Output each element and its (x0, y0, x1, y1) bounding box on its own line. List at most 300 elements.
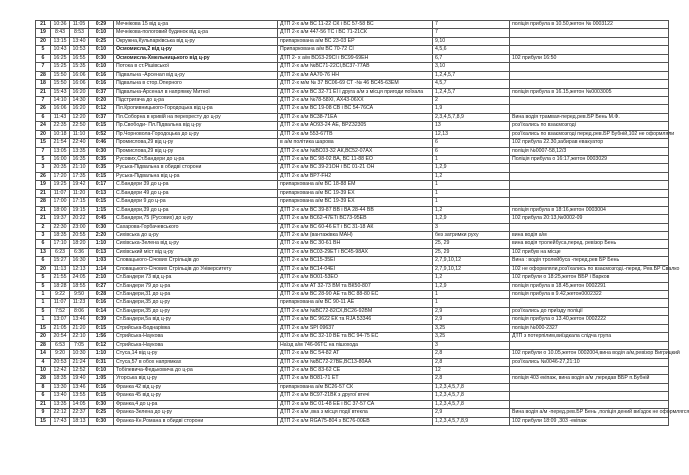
table-row (36, 172, 669, 180)
duration-cell: 1:10 (89, 240, 114, 248)
start-time-cell: 20:53 (51, 358, 70, 366)
notes-cell: поліція прибула в 18.45,жетон 0002291 (510, 282, 669, 290)
start-time-cell: 18:00 (51, 206, 70, 214)
incident-description-cell: ДТП 2-х а/м ВС97-21ВК з другої втечі (278, 392, 433, 400)
notes-cell: роз'їхались до приїзду поліції (510, 307, 669, 315)
table-row (36, 29, 669, 37)
end-time-cell: 17:35 (70, 172, 89, 180)
affected-routes-cell: 3 (433, 341, 510, 349)
location-cell: Стуса,14 від ц-ру (114, 350, 278, 358)
duration-cell: 0:15 (89, 198, 114, 206)
incident-description-cell: ДТП 2-х а/м ВС03-29ЕТ і ВС45-98АХ (278, 248, 433, 256)
notes-cell: 102 прибули о 18:25,жетон ВБР і Варков (510, 274, 669, 282)
incident-description-cell: ДТП 2-х а/м ,вка з місця події втекла (278, 409, 433, 417)
end-time-cell: 6:36 (70, 248, 89, 256)
route-number-cell: 18 (36, 80, 51, 88)
table-row (36, 392, 669, 400)
start-time-cell: 16:25 (51, 54, 70, 62)
route-number-cell: 20 (36, 265, 51, 273)
start-time-cell: 8:43 (51, 29, 70, 37)
location-cell: Ст.Бандери 79 до ц-ра (114, 282, 278, 290)
table-row (36, 206, 669, 214)
start-time-cell: 7:52 (51, 307, 70, 315)
duration-cell: 0:30 (89, 223, 114, 231)
table-row (36, 46, 669, 54)
notes-cell: Поліція прибула о 16:17,жетон 0003029 (510, 156, 669, 164)
affected-routes-cell: 25, 29 (433, 248, 510, 256)
table-row (36, 122, 669, 130)
start-time-cell: 22:35 (51, 122, 70, 130)
duration-cell: 0:30 (89, 417, 114, 425)
affected-routes-cell: 13 (433, 122, 510, 130)
table-row (36, 71, 669, 79)
start-time-cell: 6:53 (51, 341, 70, 349)
start-time-cell: 19:37 (51, 215, 70, 223)
route-number-cell: 6 (36, 113, 51, 121)
affected-routes-cell: 1 (433, 198, 510, 206)
location-cell: С.Бандери 39 до ц-ра (114, 181, 278, 189)
route-number-cell: 7 (36, 63, 51, 71)
affected-routes-cell: 2,9 (433, 409, 510, 417)
start-time-cell: 22:12 (51, 409, 70, 417)
notes-cell: роз'їхались по взаємозгоді (510, 122, 669, 130)
route-number-cell: 15 (36, 139, 51, 147)
end-time-cell: 21:20 (70, 324, 89, 332)
notes-cell: Вина водія трамвая-перед.рев.БР Бень М.Ф. (510, 113, 669, 121)
duration-cell: 0:10 (89, 29, 114, 37)
location-cell: Русових,Ст.Бандери до ц-ра (114, 156, 278, 164)
end-time-cell: 13:46 (70, 383, 89, 391)
end-time-cell: 21:10 (70, 164, 89, 172)
start-time-cell: 11:07 (51, 189, 70, 197)
end-time-cell: 20:22 (70, 215, 89, 223)
table-row (36, 257, 669, 265)
route-number-cell: 28 (36, 198, 51, 206)
location-cell: Руська-Підвальна в обидві сторони (114, 164, 278, 172)
start-time-cell: 10:43 (51, 46, 70, 54)
start-time-cell: 11:43 (51, 113, 70, 121)
end-time-cell: 16:20 (70, 105, 89, 113)
end-time-cell: 20:55 (70, 231, 89, 239)
start-time-cell: 18:35 (51, 375, 70, 383)
incident-description-cell: ДТП 2-х а/м ВО01-53ЕО (278, 274, 433, 282)
table-row (36, 96, 669, 104)
incident-description-cell: ДТП 2- х а/м ВС63-29СІ і ВС99-69ЕН (278, 54, 433, 62)
notes-cell (510, 383, 669, 391)
end-time-cell: 16:20 (70, 88, 89, 96)
table-row (36, 164, 669, 172)
start-time-cell: 17:00 (51, 198, 70, 206)
route-number-cell: 5 (36, 46, 51, 54)
affected-routes-cell: 25, 29 (433, 240, 510, 248)
duration-cell: 0:35 (89, 156, 114, 164)
incident-description-cell: ДТП 2-х а/м RGA75-804 з ВС76-00ЕВ (278, 417, 433, 425)
incident-description-cell: ДТП 2-х а/м 447-56 ТС і ВС 71-21СК (278, 29, 433, 37)
affected-routes-cell: 1 (433, 156, 510, 164)
duration-cell: 0:16 (89, 299, 114, 307)
notes-cell: 102 прибули 16:50 (510, 54, 669, 62)
location-cell: Промислова,29 від ц-ру (114, 147, 278, 155)
location-cell: Сахарова-Горбачевського (114, 223, 278, 231)
incident-description-cell: ДТП 2-х а/м ВС 32-10 ВЕ та ВС 94-75 ЕС (278, 333, 433, 341)
notes-cell: 102 прибули о 10.05,жетон 0002004,вина водія а/м,ревізор Вигрицкий (510, 350, 669, 358)
location-cell: Пр.Свободи- Пл.Підвальна від ц-ру (114, 122, 278, 130)
incident-description-cell: ДТП 2-х а/м (вантажівка МАН) (278, 231, 433, 239)
incident-description-cell: Наїзд а/м 746-06ТС на пішохода (278, 341, 433, 349)
route-number-cell: 15 (36, 324, 51, 332)
start-time-cell: 20:35 (51, 164, 70, 172)
end-time-cell: 13:40 (70, 37, 89, 45)
end-time-cell: 10:53 (70, 46, 89, 54)
incident-description-cell: ДТП 2-х а/м ВС 9622 ЕК та RJA 53346 (278, 316, 433, 324)
table-row (36, 417, 669, 425)
start-time-cell: 15:43 (51, 88, 70, 96)
route-number-cell: 19 (36, 29, 51, 37)
affected-routes-cell: 2,9 (433, 307, 510, 315)
location-cell: Стрийська-Наукова (114, 341, 278, 349)
start-time-cell: 11:07 (51, 299, 70, 307)
route-number-cell: 1 (36, 299, 51, 307)
location-cell: Пр.Чорновола-Городоцька до ц-ру (114, 130, 278, 138)
duration-cell: 0:30 (89, 147, 114, 155)
notes-cell (510, 96, 669, 104)
start-time-cell: 21:05 (51, 324, 70, 332)
table-row (36, 341, 669, 349)
duration-cell: 0:37 (89, 113, 114, 121)
notes-cell (510, 400, 669, 408)
start-time-cell: 12:42 (51, 366, 70, 374)
incident-description-cell: ДТП 2-х а/м 553-67ТВ (278, 130, 433, 138)
end-time-cell: 16:06 (70, 71, 89, 79)
duration-cell: 0:28 (89, 291, 114, 299)
notes-cell (510, 299, 669, 307)
end-time-cell: 13:55 (70, 392, 89, 400)
incident-description-cell: припаркована а/м ВС 18-88 ЕМ (278, 181, 433, 189)
duration-cell: 0:20 (89, 96, 114, 104)
duration-cell: 0:30 (89, 400, 114, 408)
incident-description-cell: Припаркована а/м ВС 70-72 СІ (278, 46, 433, 54)
affected-routes-cell: 3 (433, 223, 510, 231)
duration-cell: 0:45 (89, 215, 114, 223)
end-time-cell: 15:35 (70, 63, 89, 71)
route-number-cell: 6 (36, 240, 51, 248)
affected-routes-cell: 1,2,3,4,5,7,8 (433, 383, 510, 391)
notes-cell (510, 164, 669, 172)
start-time-cell: 6:23 (51, 248, 70, 256)
start-time-cell: 20:54 (51, 333, 70, 341)
affected-routes-cell: 1 (433, 181, 510, 189)
notes-cell: поліція 403 екіпаж, вина водія а/м ,передав ВБР п.Бубній (510, 375, 669, 383)
location-cell: Франка 45 від ц-ру (114, 392, 278, 400)
incident-description-cell: ДТП 2-х а/м АА70-76 НН (278, 71, 433, 79)
notes-cell: поліція прибула в 9.42,жетон0002322 (510, 291, 669, 299)
end-time-cell: 19:40 (70, 375, 89, 383)
route-number-cell: 28 (36, 341, 51, 349)
start-time-cell: 17:10 (51, 240, 70, 248)
affected-routes-cell: 1,2,4,5,7 (433, 71, 510, 79)
affected-routes-cell: 6,7 (433, 54, 510, 62)
incident-description-cell: припаркована а/м ВС 90-11 АЕ (278, 299, 433, 307)
start-time-cell: 14:10 (51, 96, 70, 104)
location-cell: Тобілевича-Федьковича до ц-ра (114, 366, 278, 374)
route-number-cell: 28 (36, 71, 51, 79)
table-row (36, 299, 669, 307)
notes-cell (510, 105, 669, 113)
location-cell: Потока в ст.Рішівської (114, 63, 278, 71)
table-row (36, 333, 669, 341)
end-time-cell: 12:20 (70, 113, 89, 121)
location-cell: Промислова,29 від ц-ру (114, 139, 278, 147)
notes-cell: 102 прибула 20:13,№0002-09 (510, 215, 669, 223)
start-time-cell: 9:22 (51, 291, 70, 299)
duration-cell: 1:05 (89, 375, 114, 383)
notes-cell (510, 71, 669, 79)
route-number-cell: 20 (36, 130, 51, 138)
start-time-cell: 9:20 (51, 350, 70, 358)
notes-cell: поліція №0007-58,12/3 (510, 147, 669, 155)
location-cell: Осмомисла,2 від ц-ру (114, 46, 278, 54)
notes-cell: 102 не оформляли,роз'їхались по взаємозгоді.-перед. Рев.БР Свалко (510, 265, 669, 273)
duration-cell: 0:16 (89, 80, 114, 88)
notes-cell (510, 29, 669, 37)
affected-routes-cell: 1,2 (433, 274, 510, 282)
end-time-cell: 16:55 (70, 54, 89, 62)
end-time-cell: 16:30 (70, 257, 89, 265)
duration-cell: 0:15 (89, 122, 114, 130)
end-time-cell: 24:05 (70, 274, 89, 282)
notes-cell: поліція №000-2327 (510, 324, 669, 332)
start-time-cell: 13:15 (51, 37, 70, 45)
incident-description-cell: ДТП 2-х а/м №ВС72-82СХ,ВС26-92ВМ (278, 307, 433, 315)
start-time-cell: 10:36 (51, 21, 70, 29)
location-cell: Ст.Бандери,5а від ц-ру (114, 316, 278, 324)
route-number-cell: 14 (36, 350, 51, 358)
duration-cell: 0:12 (89, 105, 114, 113)
duration-cell: 0:39 (89, 316, 114, 324)
route-number-cell: 28 (36, 375, 51, 383)
incident-table (35, 20, 689, 426)
notes-cell: поліція прибула в 16.15,жетон №0003005 (510, 88, 669, 96)
notes-cell: поліція прибула в 18:16,жетон 0003004 (510, 206, 669, 214)
start-time-cell: 16:00 (51, 156, 70, 164)
affected-routes-cell: 7 (433, 29, 510, 37)
duration-cell: 0:35 (89, 164, 114, 172)
end-time-cell: 22:10 (70, 333, 89, 341)
duration-cell: 0:12 (89, 341, 114, 349)
notes-cell: 102 прибув на місце (510, 248, 669, 256)
location-cell: Франка,4 до ц-ра (114, 400, 278, 408)
route-number-cell: 5 (36, 156, 51, 164)
duration-cell: 0:31 (89, 358, 114, 366)
end-time-cell: 11:10 (70, 130, 89, 138)
table-row (36, 130, 669, 138)
location-cell: С.Бандери,75 (Русових) до ц-ру (114, 215, 278, 223)
incident-description-cell: ДТП 2-х а/м ВС15-35ЕІ (278, 257, 433, 265)
end-time-cell: 17:15 (70, 198, 89, 206)
duration-cell: 0:13 (89, 189, 114, 197)
end-time-cell: 18:55 (70, 282, 89, 290)
table-row (36, 231, 669, 239)
start-time-cell: 15:50 (51, 71, 70, 79)
table-row (36, 147, 669, 155)
route-number-cell: 5 (36, 307, 51, 315)
start-time-cell: 13:35 (51, 400, 70, 408)
affected-routes-cell: 2 (433, 96, 510, 104)
affected-routes-cell: 7 (433, 21, 510, 29)
end-time-cell: 23:00 (70, 223, 89, 231)
affected-routes-cell: 1,2,9 (433, 282, 510, 290)
table-row (36, 198, 669, 206)
incident-description-cell: ДТП 2-х а/м ВС 83-62 СЕ (278, 366, 433, 374)
location-cell: Словацького-Січових Стрільців до (114, 257, 278, 265)
duration-cell: 0:29 (89, 21, 114, 29)
end-time-cell: 19:15 (70, 206, 89, 214)
location-cell: Мечнікова-пологовий будинок від ц-ра (114, 29, 278, 37)
route-number-cell: 5 (36, 274, 51, 282)
location-cell: Підвальна в стор.Оперного (114, 80, 278, 88)
route-number-cell: 5 (36, 282, 51, 290)
start-time-cell: 18:28 (51, 282, 70, 290)
end-time-cell: 18:13 (70, 417, 89, 425)
affected-routes-cell: 1,2,3,4,5,7,8 (433, 400, 510, 408)
table-row (36, 240, 669, 248)
start-time-cell: 10:18 (51, 130, 70, 138)
incident-description-cell: припаркована а/м ВС 19-39 ЕХ (278, 189, 433, 197)
duration-cell: 0:27 (89, 282, 114, 290)
affected-routes-cell: 9,10 (433, 37, 510, 45)
location-cell: Ст.Бандери 73 від ц-ра (114, 274, 278, 282)
incident-description-cell: ДТП 2-х а/м ВР7-FH2 (278, 172, 433, 180)
duration-cell: 1:14 (89, 265, 114, 273)
incident-description-cell: ДТП 2-х а/м ВС 30-61 ВН (278, 240, 433, 248)
location-cell: Стрийська-Наукова (114, 333, 278, 341)
incident-description-cell: ДТП 2-х а/м ВС 60-46 ЕТ і ВС 31-18 АК (278, 223, 433, 231)
notes-cell: вина водія а/м (510, 231, 669, 239)
end-time-cell: 16:06 (70, 80, 89, 88)
affected-routes-cell: 1,2 (433, 172, 510, 180)
duration-cell: 0:17 (89, 181, 114, 189)
affected-routes-cell: 2,9 (433, 316, 510, 324)
table-row (36, 248, 669, 256)
location-cell: Сихівський міст від ц-ру (114, 248, 278, 256)
notes-cell (510, 37, 669, 45)
incident-description-cell: ДТП 2-х м/м № 37 ВС06-69 СТ -№ 46 ВС45-63ЕМ (278, 80, 433, 88)
incident-description-cell: ДТП 2-х а/м ВС 54-82 АТ (278, 350, 433, 358)
table-row (36, 88, 669, 96)
start-time-cell: 16:06 (51, 105, 70, 113)
incident-description-cell: ДТП 2-х а/м ВС 01-48 ЕЕ і ВС 37-57 СА (278, 400, 433, 408)
location-cell: Ст.Бандери,35 до ц-ру (114, 299, 278, 307)
table-row (36, 291, 669, 299)
end-time-cell: 22:40 (70, 139, 89, 147)
duration-cell: 0:30 (89, 54, 114, 62)
incident-description-cell: ДТП 2-х а/м ВС 28-90 АЕ та ВС 88-80 ЕС (278, 291, 433, 299)
location-cell: Пл.Кропивницького-Городоцька від ц-ра (114, 105, 278, 113)
affected-routes-cell: 12 (433, 366, 510, 374)
incident-description-cell: припаркована а/м ВС 23-03 ЕР (278, 37, 433, 45)
affected-routes-cell: 2,7,9,10,12 (433, 265, 510, 273)
table-row (36, 383, 669, 391)
affected-routes-cell: 3,25 (433, 324, 510, 332)
notes-cell: вина водія тролейбуса,перед. ревізор Бень (510, 240, 669, 248)
table-row (36, 63, 669, 71)
route-number-cell: 21 (36, 206, 51, 214)
table-row (36, 113, 669, 121)
location-cell: Ст.Бандери,31 до ц-ра (114, 291, 278, 299)
notes-cell (510, 46, 669, 54)
incident-description-cell: ДТП 2-х а/м ВС 19-08 СВ і ВС 54-76СА (278, 105, 433, 113)
notes-cell (510, 341, 669, 349)
route-number-cell: 1 (36, 316, 51, 324)
table-row (36, 282, 669, 290)
table-row (36, 37, 669, 45)
route-number-cell: 6 (36, 54, 51, 62)
route-number-cell: 15 (36, 417, 51, 425)
table-row (36, 358, 669, 366)
notes-cell: поліція прибула в 10.50,жетон № 0003122 (510, 21, 669, 29)
notes-cell: ДТП з потерпілим,виїздкала слідча група (510, 333, 669, 341)
end-time-cell: 12:52 (70, 366, 89, 374)
duration-cell: 1:03 (89, 257, 114, 265)
end-time-cell: 16:35 (70, 156, 89, 164)
incident-description-cell: ДТП 2-х а/м ВО81-71 ЕТ (278, 375, 433, 383)
end-time-cell: 14:05 (70, 400, 89, 408)
end-time-cell: 14:30 (70, 96, 89, 104)
table-row (36, 350, 669, 358)
incident-description-cell: ДТП 2-х а/м №ВС71-22СІ,ВС37-77АВ (278, 63, 433, 71)
start-time-cell: 13:40 (51, 392, 70, 400)
route-number-cell: 21 (36, 21, 51, 29)
affected-routes-cell: 2,7,9,10,12 (433, 257, 510, 265)
table-row (36, 105, 669, 113)
start-time-cell: 19:25 (51, 181, 70, 189)
table-row (36, 316, 669, 324)
end-time-cell: 19:42 (70, 181, 89, 189)
location-cell: Сихівська-Зелена від ц-ру (114, 240, 278, 248)
route-number-cell: 8 (36, 383, 51, 391)
start-time-cell: 18:35 (51, 231, 70, 239)
incident-description-cell: припаркована а/м ВС26-57 СК (278, 383, 433, 391)
affected-routes-cell: 1 (433, 189, 510, 197)
route-number-cell: 21 (36, 400, 51, 408)
duration-cell: 1:15 (89, 206, 114, 214)
start-time-cell: 13:07 (51, 316, 70, 324)
affected-routes-cell: 1,2,3,4,5,7,8,9 (433, 417, 510, 425)
location-cell: Підстригача до ц-ра (114, 96, 278, 104)
notes-cell (510, 80, 669, 88)
notes-cell (510, 366, 669, 374)
location-cell: Стрийська-Боднарівка (114, 324, 278, 332)
incident-description-cell: ДТП 2-х а/м ВС 32-71 ЕІ і друга а/м з місця пригоди поїхала (278, 88, 433, 96)
incident-description-cell: ДТП 2-х а/м ВС14-04ЕІ (278, 265, 433, 273)
location-cell: С.Бандери 49 до ц-ра (114, 189, 278, 197)
start-time-cell: 11:13 (51, 265, 70, 273)
route-number-cell: 2 (36, 223, 51, 231)
affected-routes-cell: 4,5,6 (433, 46, 510, 54)
location-cell: Словацького-Січових Стрільців до Університету (114, 265, 278, 273)
duration-cell: 0:37 (89, 88, 114, 96)
affected-routes-cell: 1 (433, 299, 510, 307)
notes-cell (510, 223, 669, 231)
incident-description-cell: в а/м політика шарова (278, 139, 433, 147)
table-row (36, 156, 669, 164)
route-number-cell: 21 (36, 189, 51, 197)
notes-cell (510, 189, 669, 197)
table-row (36, 324, 669, 332)
start-time-cell: 13:30 (51, 383, 70, 391)
incident-description-cell: ДТП 2-х а/м SРІ 09637 (278, 324, 433, 332)
end-time-cell: 18:20 (70, 240, 89, 248)
